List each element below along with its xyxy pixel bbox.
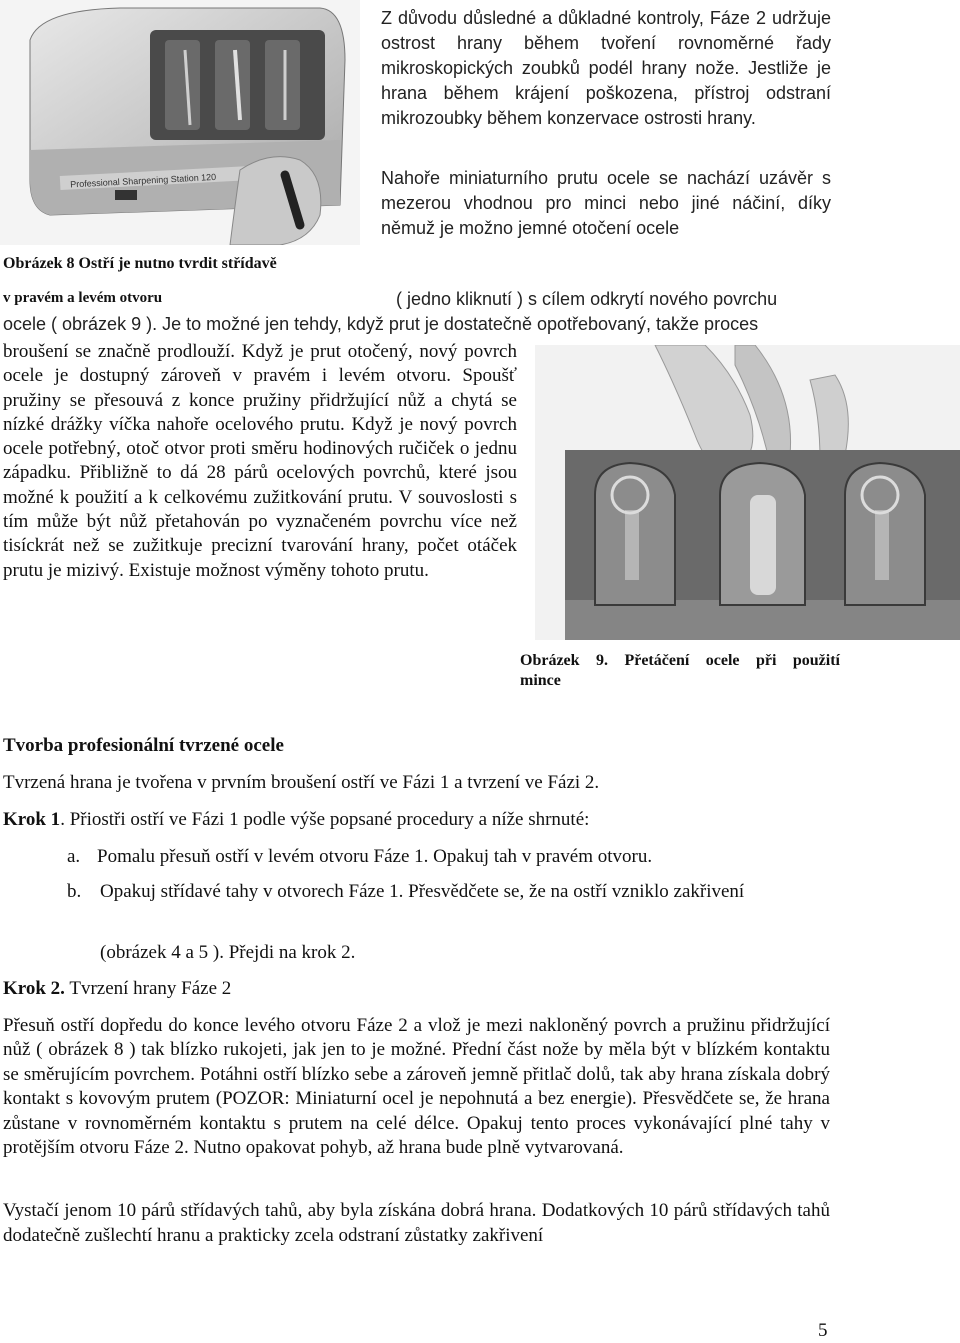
step-1-label: Krok 1: [3, 809, 61, 830]
step-1-text: . Přiostři ostří ve Fázi 1 podle výše popsané procedury a níže shrnuté:: [60, 809, 590, 830]
list-item-a: [67, 845, 652, 869]
list-item-b-text: Opakuj střídavé tahy v otvorech Fáze 1. Přesvědčete se, že na ostří vzniklo zakřivení: [100, 881, 745, 902]
figure-8-photo: [0, 0, 360, 245]
intro-paragraph-3-line: ocele ( obrázek 9 ). Je to možné jen tehdy, když prut je dostatečně opotřebovaný, takže proces: [3, 314, 759, 334]
list-item-a-text: Pomalu přesuň ostří v levém otvoru Fáze 1. Opakuj tah v pravém otvoru.: [97, 846, 653, 867]
section-title: Tvorba profesionální tvrzené ocele: [3, 735, 284, 756]
section-intro: Tvrzená hrana je tvořena v prvním broušení ostří ve Fázi 1 a tvrzení ve Fázi 2.: [3, 772, 600, 793]
list-item-b-label: b.: [67, 881, 82, 902]
figure-8-caption-continued: v pravém a levém otvoru: [3, 290, 163, 306]
step-2-label: Krok 2.: [3, 978, 65, 999]
intro-paragraph-2: Nahoře miniaturního prutu ocele se nachází uzávěr s mezerou vhodnou pro minci nebo jiné náčiní, díky němuž je možno jemné otočení ocele: [381, 168, 831, 238]
final-paragraph: Vystačí jenom 10 párů střídavých tahů, aby byla získána dobrá hrana. Dodatkových 10 párů střídavých tahů dodatečně zušlechtí hranu a prakticky zcela odstraní zůstatky zakřivení: [3, 1200, 830, 1246]
coin-rotation-illustration: [535, 345, 960, 640]
intro-paragraph-1: Z důvodu důsledné a důkladné kontroly, Fáze 2 udržuje ostrost hrany během tvoření rovnoměrné řady mikroskopických zoubků podél hrany nože. Jestliže je hrana během krájení poškozena, přístroj odstraní mikrozoubky během konzervace ostrosti hrany.: [381, 8, 831, 128]
page-number: 5: [818, 1320, 828, 1341]
step-2-paragraph: Přesuň ostří dopředu do konce levého otvoru Fáze 2 a vlož je mezi nakloněný povrch a pružinu přidržující nůž ( obrázek 8 ) tak blízko rukojeti, jak jen to je možné. Přední část nože by měla být v blízkém kontaktu se směrujícím povrchem. Potáhni ostří blízko sebe a zároveň jemně přitlač dolů, tak aby hrana získala dobrý kontakt s kovovým prutem (POZOR: Miniaturní ocel je nepohnutá a bez energie). Přesvědčete se, že hrana zůstane v rovnoměrném kontaktu s prutem na celé délce. Opakuj tento proces vykonávající plné tahy v protějším otvoru Fáze 2. Nutno opakovat pohyb, až hrana bude plně vytvarovaná.: [3, 1015, 830, 1159]
device-label: Professional Sharpening Station 120: [69, 171, 217, 190]
step-2-text: Tvrzení hrany Fáze 2: [64, 978, 232, 999]
figure-9-caption: Obrázek 9. Přetáčení ocele při použití: [520, 652, 840, 669]
sharpener-illustration: [0, 0, 360, 245]
list-item-a-label: a.: [67, 846, 81, 867]
intro-paragraph-2-continued: ( jedno kliknutí ) s cílem odkrytí nového povrchu: [396, 289, 778, 309]
figure-9-caption-continued: mince: [520, 672, 561, 689]
figure-9-photo: [535, 345, 960, 640]
list-item-b-continued: (obrázek 4 a 5 ). Přejdi na krok 2.: [100, 942, 356, 963]
step-1: [3, 808, 589, 832]
step-2: [3, 977, 231, 1001]
figure-8-caption: Obrázek 8 Ostří je nutno tvrdit střídavě: [3, 255, 277, 272]
intro-paragraph-3: broušení se značně prodlouží. Když je prut otočený, nový povrch ocele je dostupný zároveň v pravém i levém otvoru. Spoušť pružiny se přesouvá z konce pružiny přidržující nůž a chytá se nízké drážky víčka nahoře ocelového prutu. Když je nový povrch ocele potřebný, otoč otvor proti směru hodinových ručiček o jednu západku. Přibližně to dá 28 párů ocelových povrchů, které jsou možné k použití a k celkovému zužitkování prutu. V souvoslosti s tím může být nůž přetahován po vyznačeném povrchu více než tisíckrát než se zužitkuje precizní tvarování hrany, počet otáček prutu je mizivý. Existuje možnost výměny tohoto prutu.: [3, 341, 517, 581]
